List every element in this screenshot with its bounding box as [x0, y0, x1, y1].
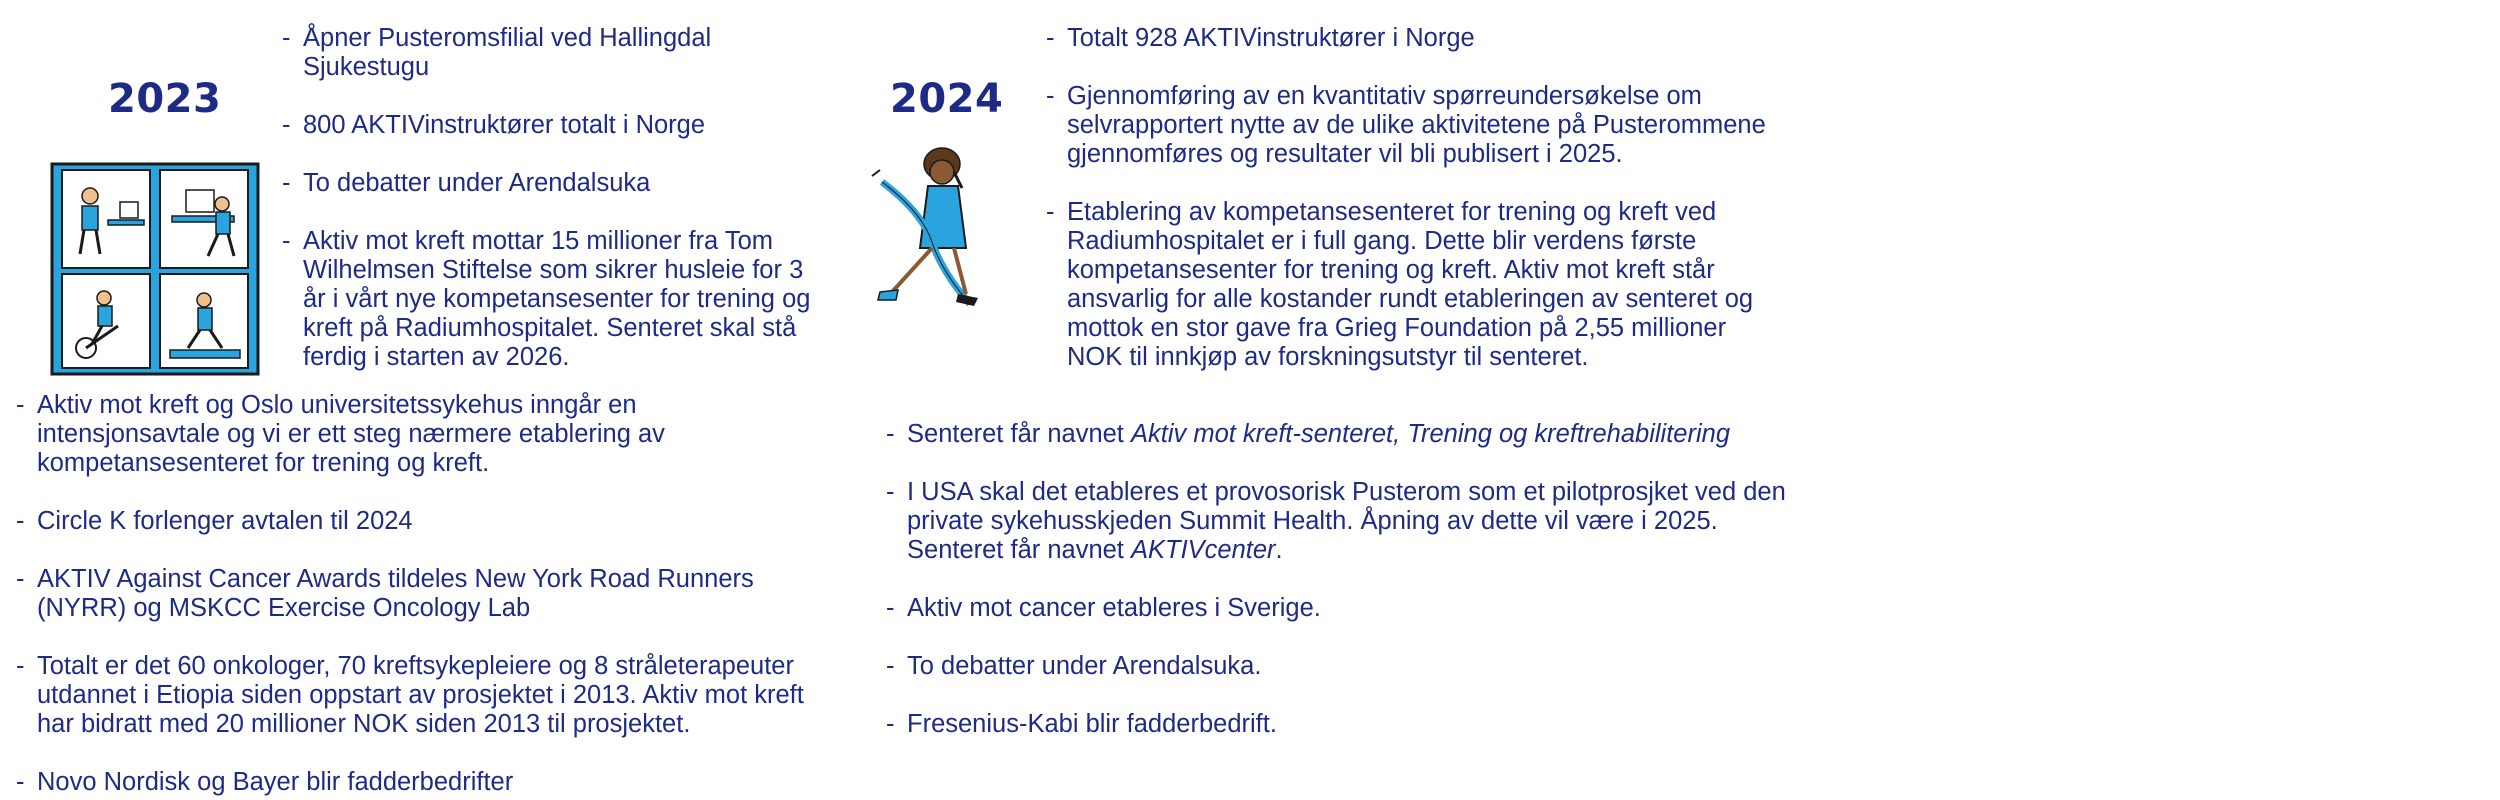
- list-item: - AKTIV Against Cancer Awards tildeles New York Road Runners (NYRR) og MSKCC Exercise Oncology Lab: [16, 565, 826, 623]
- list-item-center-name: [886, 420, 1786, 449]
- list-item: - Gjennomføring av en kvantitativ spørreundersøkelse om selvrapportert nytte av de ulike aktivitetene på Pusterommene gjennomføres og resultater vil bli publisert i 2025.: [1046, 82, 1776, 169]
- office-workers-exercising-illustration: [48, 158, 266, 380]
- list-item: - Aktiv mot kreft mottar 15 millioner fra Tom Wilhelmsen Stiftelse som sikrer husleie for 3 år i vårt nye kompetansesenter for trening og kreft på Radiumhospitalet. Senteret skal stå ferdig i starten av 2026.: [282, 227, 830, 372]
- list-item: - Etablering av kompetansesenteret for trening og kreft ved Radiumhospitalet er i full gang. Dette blir verdens første kompetansesenter for trening og kreft. Aktiv mot kreft står ansvarlig for alle kostander rundt etableringen av senteret og mottok en stor gave fra Grieg Foundation på 2,55 millioner NOK til innkjøp av forskningsutstyr til senteret.: [1046, 198, 1776, 372]
- list-item: - Åpner Pusteromsfilial ved Hallingdal Sjukestugu: [282, 24, 830, 82]
- list-item-text: Senteret får navnet: [907, 420, 1131, 448]
- list-2023-top: [282, 24, 830, 372]
- list-item-usa: [886, 478, 1786, 565]
- center-name-italic: Aktiv mot kreft-senteret, Trening og kreftrehabilitering: [1130, 420, 1731, 448]
- woman-on-phone-with-ribbon-illustration: [862, 142, 1002, 316]
- list-item: - To debatter under Arendalsuka: [282, 169, 830, 198]
- list-item: - 800 AKTIVinstruktører totalt i Norge: [282, 111, 830, 140]
- list-2024-bottom: [886, 420, 1786, 739]
- year-heading-2024: 2024: [890, 76, 1004, 122]
- list-2024-top: [1046, 24, 1776, 372]
- list-item-suffix: .: [1275, 536, 1283, 564]
- aktivcenter-italic: AKTIVcenter: [1130, 536, 1276, 564]
- list-item: - To debatter under Arendalsuka.: [886, 652, 1786, 681]
- list-item-text: I USA skal det etableres et provosorisk Pusterom som et pilotprosjket ved den private sykehusskjeden Summit Health. Åpning av dette vil være i 2025. Senteret får navnet: [907, 478, 1786, 564]
- list-item: - Novo Nordisk og Bayer blir fadderbedrifter: [16, 768, 826, 797]
- list-item: - Aktiv mot kreft og Oslo universitetssykehus inngår en intensjonsavtale og vi er ett steg nærmere etablering av kompetansesenteret for trening og kreft.: [16, 391, 826, 478]
- list-item: - Aktiv mot cancer etableres i Sverige.: [886, 594, 1786, 623]
- list-item: - Totalt er det 60 onkologer, 70 kreftsykepleiere og 8 stråleterapeuter utdannet i Etiopia siden oppstart av prosjektet i 2013. Aktiv mot kreft har bidratt med 20 millioner NOK siden 2013 til prosjektet.: [16, 652, 826, 739]
- year-heading-2023: 2023: [108, 76, 222, 122]
- list-item: - Fresenius-Kabi blir fadderbedrift.: [886, 710, 1786, 739]
- list-2023-bottom: [16, 391, 826, 797]
- list-item: - Circle K forlenger avtalen til 2024: [16, 507, 826, 536]
- list-item: - Totalt 928 AKTIVinstruktører i Norge: [1046, 24, 1776, 53]
